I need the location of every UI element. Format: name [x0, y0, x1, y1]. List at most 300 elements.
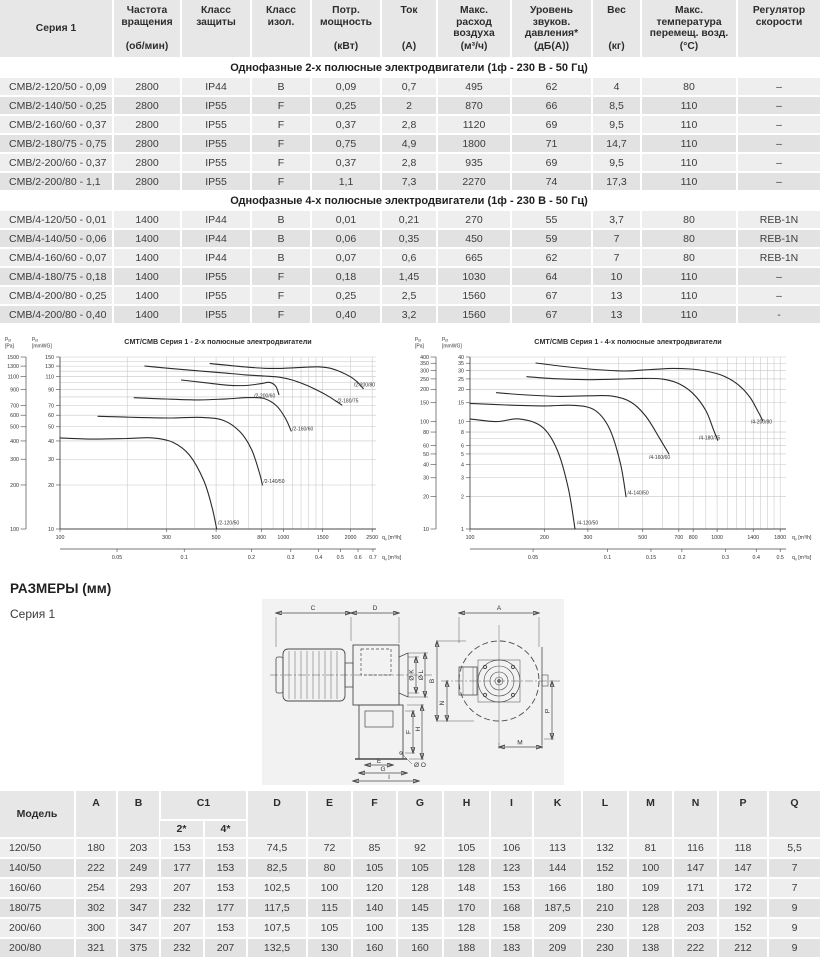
spec-value-cell: 110: [641, 172, 737, 191]
spec-value-cell: 935: [437, 153, 511, 172]
dim-column-subheader: 4*: [204, 820, 247, 838]
dim-value-cell: 107,5: [247, 918, 307, 938]
dimensions-section: [0, 579, 820, 791]
dim-column-header: D: [247, 791, 307, 838]
spec-value-cell: –: [737, 96, 820, 115]
flow-h-tick-label: 800: [688, 535, 698, 541]
dim-value-cell: 100: [628, 858, 673, 878]
spec-column-header-wrap: [438, 0, 510, 57]
flow-h-tick-label: 800: [257, 535, 267, 541]
dim-column-header: N: [673, 791, 718, 838]
dim-value-cell: 188: [443, 938, 490, 957]
dim-value-cell: 153: [204, 858, 247, 878]
spec-data-row: [0, 286, 820, 305]
mmwg-axis-unit-label-unit: [mmWG]: [442, 343, 462, 350]
fan-curves-4pole-chart: [410, 331, 820, 571]
spec-value-cell: 1400: [113, 248, 181, 267]
dim-column-header-c1: C1: [160, 791, 247, 820]
spec-value-cell: 1560: [437, 286, 511, 305]
spec-value-cell: 110: [641, 153, 737, 172]
spec-value-cell: 2800: [113, 172, 181, 191]
spec-column-header: [592, 0, 641, 58]
fan-curve-svg: [0, 331, 410, 571]
dim-column-header: Q: [768, 791, 820, 838]
dim-value-cell: 147: [673, 858, 718, 878]
spec-value-cell: 0,25: [311, 286, 381, 305]
spec-value-cell: 4,9: [381, 134, 437, 153]
spec-value-cell: 0,07: [311, 248, 381, 267]
dim-value-cell: 105: [443, 838, 490, 858]
spec-value-cell: IP44: [181, 229, 251, 248]
mmwg-tick-label: 20: [48, 482, 54, 489]
model-name-cell: CMB/2-200/80 - 1,1: [0, 172, 113, 191]
dim-value-cell: 160: [352, 938, 397, 957]
dim-value-cell: 85: [352, 838, 397, 858]
spec-value-cell: 2800: [113, 134, 181, 153]
dim-value-cell: 128: [397, 878, 443, 898]
spec-column-header: [381, 0, 437, 58]
spec-value-cell: B: [251, 77, 311, 96]
fan-curves-2pole-chart: [0, 331, 410, 571]
spec-value-cell: 0,09: [311, 77, 381, 96]
pa-tick-label: 30: [423, 475, 429, 482]
dim-column-header: P: [718, 791, 768, 838]
dim-value-cell: 153: [204, 918, 247, 938]
pa-tick-label: 150: [420, 400, 429, 407]
spec-value-cell: 665: [437, 248, 511, 267]
mmwg-tick-label: 40: [48, 438, 54, 445]
dim-value-cell: 100: [352, 918, 397, 938]
spec-value-cell: F: [251, 172, 311, 191]
pa-tick-label: 100: [420, 419, 429, 426]
spec-column-header-name: Частота вращения: [121, 5, 173, 28]
spec-value-cell: –: [737, 77, 820, 96]
spec-column-header-name: Класс изол.: [265, 5, 296, 28]
mmwg-tick-label: 60: [48, 413, 54, 420]
fan-curve: [497, 393, 669, 454]
spec-value-cell: 1560: [437, 305, 511, 323]
spec-value-cell: 13: [592, 305, 641, 323]
spec-value-cell: REB-1N: [737, 210, 820, 229]
flow-s-tick-label: 0.2: [678, 555, 686, 561]
dim-column-header: M: [628, 791, 673, 838]
dim-value-cell: 166: [533, 878, 582, 898]
fan-curve-svg: [410, 331, 820, 571]
spec-column-header-name: Серия 1: [35, 23, 77, 35]
dim-model-cell: 200/60: [0, 918, 75, 938]
spec-value-cell: IP55: [181, 267, 251, 286]
spec-value-cell: 0,40: [311, 305, 381, 323]
dim-value-cell: 128: [443, 858, 490, 878]
spec-value-cell: 69: [511, 115, 592, 134]
spec-column-header: [311, 0, 381, 58]
dim-value-cell: 118: [718, 838, 768, 858]
dim-value-cell: 210: [582, 898, 628, 918]
spec-value-cell: 67: [511, 305, 592, 323]
mmwg-tick-label: 4: [461, 462, 464, 469]
fan-curve: [527, 377, 721, 442]
dim-value-cell: 375: [117, 938, 160, 957]
model-name-cell: CMB/4-200/80 - 0,25: [0, 286, 113, 305]
dim-model-cell: 180/75: [0, 898, 75, 918]
dim-value-cell: 128: [628, 918, 673, 938]
front-view: [429, 605, 560, 749]
mmwg-tick-label: 8: [461, 429, 464, 436]
spec-column-header-wrap: [642, 0, 736, 57]
dim-value-cell: 102,5: [247, 878, 307, 898]
spec-value-cell: 62: [511, 77, 592, 96]
mmwg-tick-label: 130: [45, 363, 54, 370]
spec-value-cell: 59: [511, 229, 592, 248]
spec-value-cell: 2270: [437, 172, 511, 191]
dim-value-cell: 120: [352, 878, 397, 898]
spec-column-header: [113, 0, 181, 58]
dim-value-cell: 168: [490, 898, 533, 918]
spec-column-header-wrap: [0, 0, 112, 57]
mmwg-tick-label: 1: [461, 526, 464, 533]
dim-label-i: I: [388, 774, 390, 781]
flow-h-tick-label: 1500: [316, 535, 329, 541]
spec-section-row: [0, 58, 820, 77]
curve-label: /2-140/50: [263, 478, 285, 485]
spec-value-cell: 1120: [437, 115, 511, 134]
dim-label-p: P: [544, 708, 552, 714]
spec-column-header-name: Ток: [400, 5, 418, 16]
spec-value-cell: F: [251, 267, 311, 286]
pa-tick-label: 60: [423, 443, 429, 450]
spec-column-header-wrap: [593, 0, 640, 57]
pa-axis-unit-label: $p_{st}$: [415, 336, 421, 343]
dim-value-cell: 183: [490, 938, 533, 957]
pa-axis-unit-label-unit: [Pa]: [5, 343, 14, 350]
spec-value-cell: 110: [641, 96, 737, 115]
dim-value-cell: 144: [533, 858, 582, 878]
dim-label-m: M: [517, 739, 523, 747]
dim-model-cell: 140/50: [0, 858, 75, 878]
spec-value-cell: IP55: [181, 286, 251, 305]
dim-data-row: [0, 838, 820, 858]
dim-data-row: [0, 918, 820, 938]
dim-value-cell: 117,5: [247, 898, 307, 918]
flow-h-tick-label: 2500: [366, 535, 379, 541]
spec-value-cell: 4: [592, 77, 641, 96]
spec-value-cell: 1400: [113, 229, 181, 248]
spec-value-cell: F: [251, 134, 311, 153]
spec-value-cell: –: [737, 172, 820, 191]
spec-value-cell: 2800: [113, 77, 181, 96]
flow-s-tick-label: 0.2: [247, 555, 256, 561]
spec-value-cell: 2: [381, 96, 437, 115]
spec-column-header-name: Вес: [607, 5, 626, 16]
dim-value-cell: 212: [718, 938, 768, 957]
mmwg-tick-label: 70: [48, 403, 54, 410]
spec-value-cell: 80: [641, 210, 737, 229]
dim-value-cell: 9: [768, 918, 820, 938]
dim-value-cell: 105: [352, 858, 397, 878]
dim-value-cell: 74,5: [247, 838, 307, 858]
dim-column-header: L: [582, 791, 628, 838]
spec-value-cell: -: [737, 305, 820, 323]
spec-value-cell: 110: [641, 267, 737, 286]
flow-h-tick-label: 1400: [747, 535, 760, 541]
performance-charts: [0, 331, 820, 571]
flow-h-tick-label: 1000: [277, 535, 290, 541]
mmwg-tick-label: 35: [458, 361, 464, 368]
flow-h-tick-label: 500: [638, 535, 648, 541]
spec-value-cell: IP55: [181, 115, 251, 134]
spec-value-cell: 0,7: [381, 77, 437, 96]
spec-value-cell: 1800: [437, 134, 511, 153]
spec-value-cell: 0,37: [311, 115, 381, 134]
dim-value-cell: 232: [160, 898, 204, 918]
spec-value-cell: 3,7: [592, 210, 641, 229]
flow-s-tick-label: 0.6: [354, 555, 362, 561]
dim-value-cell: 153: [490, 878, 533, 898]
dim-value-cell: 170: [443, 898, 490, 918]
dim-value-cell: 222: [673, 938, 718, 957]
spec-data-row: [0, 96, 820, 115]
flow-h-axis-unit-label: $q_v$ [m³/h]: [382, 535, 402, 542]
model-name-cell: CMB/4-120/50 - 0,01: [0, 210, 113, 229]
mmwg-tick-label: 25: [458, 376, 464, 383]
spec-value-cell: F: [251, 96, 311, 115]
spec-value-cell: F: [251, 305, 311, 323]
spec-value-cell: 110: [641, 115, 737, 134]
dim-value-cell: 347: [117, 898, 160, 918]
spec-value-cell: –: [737, 286, 820, 305]
spec-value-cell: REB-1N: [737, 229, 820, 248]
model-name-cell: CMB/2-120/50 - 0,09: [0, 77, 113, 96]
pa-axis-unit-label: $p_{st}$: [5, 336, 11, 343]
spec-value-cell: 2800: [113, 153, 181, 172]
fan-curve: [470, 403, 626, 496]
dim-model-cell: 120/50: [0, 838, 75, 858]
spec-value-cell: 0,75: [311, 134, 381, 153]
spec-data-row: [0, 267, 820, 286]
spec-value-cell: IP44: [181, 210, 251, 229]
spec-value-cell: 13: [592, 286, 641, 305]
spec-value-cell: IP44: [181, 77, 251, 96]
spec-value-cell: 0,35: [381, 229, 437, 248]
dim-value-cell: 180: [582, 878, 628, 898]
dim-value-cell: 187,5: [533, 898, 582, 918]
spec-data-row: [0, 305, 820, 323]
spec-value-cell: 74: [511, 172, 592, 191]
flow-s-tick-label: 0.4: [315, 555, 323, 561]
spec-column-header-unit: (м³/ч): [460, 41, 488, 53]
curve-label: /4-140/50: [627, 490, 649, 497]
dim-value-cell: 203: [117, 838, 160, 858]
dim-value-cell: 115: [307, 898, 352, 918]
pa-tick-label: 700: [10, 403, 19, 410]
spec-column-header: [181, 0, 251, 58]
spec-column-header: [641, 0, 737, 58]
flow-s-tick-label: 0.4: [752, 555, 760, 561]
dim-value-cell: 222: [75, 858, 117, 878]
spec-column-header-name: Макс. температура перемещ. возд.: [649, 5, 729, 40]
dim-value-cell: 171: [673, 878, 718, 898]
spec-value-cell: 80: [641, 229, 737, 248]
dim-value-cell: 249: [117, 858, 160, 878]
spec-value-cell: B: [251, 248, 311, 267]
dim-label-d: D: [372, 605, 378, 612]
spec-value-cell: 17,3: [592, 172, 641, 191]
spec-value-cell: 7,3: [381, 172, 437, 191]
spec-section-title: Однофазные 4-х полюсные электродвигатели (1ф - 230 В - 50 Гц): [0, 191, 820, 210]
pa-tick-label: 250: [420, 376, 429, 383]
fan-curve: [210, 364, 363, 389]
flow-s-tick-label: 0.5: [336, 555, 345, 561]
dim-value-cell: 116: [673, 838, 718, 858]
spec-value-cell: 7: [592, 248, 641, 267]
dim-value-cell: 7: [768, 878, 820, 898]
dim-data-row: [0, 938, 820, 957]
spec-column-header-name: Уровень звуков. давления*: [524, 5, 579, 40]
mmwg-tick-label: 110: [45, 374, 54, 381]
spec-value-cell: 0,06: [311, 229, 381, 248]
dim-value-cell: 105: [397, 858, 443, 878]
dim-value-cell: 230: [582, 938, 628, 957]
spec-column-header-name: Макс. расход воздуха: [453, 5, 495, 40]
mmwg-tick-label: 20: [458, 387, 464, 394]
pa-tick-label: 1500: [7, 354, 19, 361]
spec-column-header: [251, 0, 311, 58]
curve-label: /2-200/80: [353, 382, 376, 389]
dim-value-cell: 321: [75, 938, 117, 957]
spec-value-cell: 64: [511, 267, 592, 286]
mmwg-tick-label: 40: [458, 354, 464, 361]
chart-title: CMT/CMB Серия 1 - 4-х полюсные электродвигатели: [534, 337, 722, 346]
spec-value-cell: 0,21: [381, 210, 437, 229]
pa-axis-unit-label-unit: [Pa]: [415, 343, 424, 350]
flow-s-tick-label: 0.05: [111, 555, 123, 561]
spec-value-cell: B: [251, 210, 311, 229]
dim-label-e: E: [376, 758, 382, 765]
spec-value-cell: 1,45: [381, 267, 437, 286]
model-name-cell: CMB/4-200/80 - 0,40: [0, 305, 113, 323]
dim-label-f: F: [405, 730, 413, 734]
dim-header-row-1: [0, 791, 820, 820]
flow-s-tick-label: 0.7: [369, 555, 377, 561]
dim-value-cell: 180: [75, 838, 117, 858]
spec-value-cell: 0,18: [311, 267, 381, 286]
dim-column-subheader: 2*: [160, 820, 204, 838]
spec-value-cell: IP44: [181, 248, 251, 267]
dim-value-cell: 128: [443, 918, 490, 938]
spec-value-cell: 110: [641, 286, 737, 305]
flow-h-tick-label: 300: [583, 535, 593, 541]
spec-value-cell: 9,5: [592, 153, 641, 172]
dim-value-cell: 109: [628, 878, 673, 898]
spec-column-header: [0, 0, 113, 58]
spec-value-cell: 69: [511, 153, 592, 172]
spec-value-cell: 2800: [113, 96, 181, 115]
spec-column-header: [437, 0, 511, 58]
spec-value-cell: IP55: [181, 172, 251, 191]
spec-value-cell: 0,25: [311, 96, 381, 115]
spec-column-header-wrap: [312, 0, 380, 57]
flow-s-tick-label: 0.5: [776, 555, 784, 561]
mmwg-tick-label: 10: [48, 526, 54, 533]
pa-tick-label: 300: [10, 457, 19, 464]
dim-label-o: Ø O: [414, 762, 426, 769]
spec-value-cell: IP55: [181, 153, 251, 172]
dim-value-cell: 132: [582, 838, 628, 858]
spec-value-cell: –: [737, 153, 820, 172]
spec-value-cell: 80: [641, 77, 737, 96]
spec-value-cell: 67: [511, 286, 592, 305]
curve-label: /2-120/50: [218, 520, 240, 527]
mmwg-axis-unit-label: $p_{st}$: [32, 336, 38, 343]
mmwg-axis-unit-label-unit: [mmWG]: [32, 343, 52, 350]
dim-value-cell: 7: [768, 858, 820, 878]
mmwg-tick-label: 150: [45, 354, 54, 361]
spec-value-cell: 7: [592, 229, 641, 248]
dim-column-header: G: [397, 791, 443, 838]
chart-title: CMT/CMB Серия 1 - 2-х полюсные электродвигатели: [124, 337, 312, 346]
mmwg-tick-label: 3: [461, 475, 464, 482]
dim-model-cell: 160/60: [0, 878, 75, 898]
dim-value-cell: 128: [628, 898, 673, 918]
spec-column-header-wrap: [512, 0, 591, 57]
dim-value-cell: 302: [75, 898, 117, 918]
spec-value-cell: –: [737, 267, 820, 286]
dimension-drawing: [262, 599, 564, 785]
dim-value-cell: 153: [204, 878, 247, 898]
mmwg-tick-label: 5: [461, 451, 464, 458]
pa-tick-label: 100: [10, 526, 19, 533]
dim-label-k: Ø K: [408, 669, 416, 681]
dim-value-cell: 80: [307, 858, 352, 878]
curve-label: /4-200/80: [750, 419, 773, 426]
spec-value-cell: –: [737, 115, 820, 134]
spec-value-cell: F: [251, 153, 311, 172]
spec-section-title: Однофазные 2-х полюсные электродвигатели (1ф - 230 В - 50 Гц): [0, 58, 820, 77]
dim-column-header-model: Модель: [0, 791, 75, 838]
spec-value-cell: 0,6: [381, 248, 437, 267]
spec-value-cell: IP55: [181, 134, 251, 153]
dim-value-cell: 106: [490, 838, 533, 858]
spec-value-cell: 1400: [113, 267, 181, 286]
dim-value-cell: 177: [160, 858, 204, 878]
flow-s-tick-label: 0.05: [527, 555, 539, 561]
dim-data-row: [0, 878, 820, 898]
spec-value-cell: 3,2: [381, 305, 437, 323]
dim-column-header: E: [307, 791, 352, 838]
flow-h-tick-label: 100: [55, 535, 65, 541]
dim-value-cell: 160: [397, 938, 443, 957]
dim-value-cell: 209: [533, 938, 582, 957]
spec-value-cell: 1,1: [311, 172, 381, 191]
pa-tick-label: 50: [423, 451, 429, 458]
mmwg-tick-label: 30: [48, 457, 54, 464]
pa-tick-label: 1300: [7, 363, 19, 370]
dim-value-cell: 132,5: [247, 938, 307, 957]
dim-model-cell: 200/80: [0, 938, 75, 957]
dim-value-cell: 5,5: [768, 838, 820, 858]
spec-value-cell: 80: [641, 248, 737, 267]
curve-label: /4-120/50: [576, 520, 599, 527]
dim-value-cell: 177: [204, 898, 247, 918]
pa-tick-label: 200: [420, 387, 429, 394]
spec-value-cell: 62: [511, 248, 592, 267]
dim-value-cell: 147: [718, 858, 768, 878]
dim-value-cell: 135: [397, 918, 443, 938]
dim-label-n: N: [439, 700, 446, 706]
dim-value-cell: 92: [397, 838, 443, 858]
pa-tick-label: 900: [10, 387, 19, 394]
dim-value-cell: 203: [673, 918, 718, 938]
